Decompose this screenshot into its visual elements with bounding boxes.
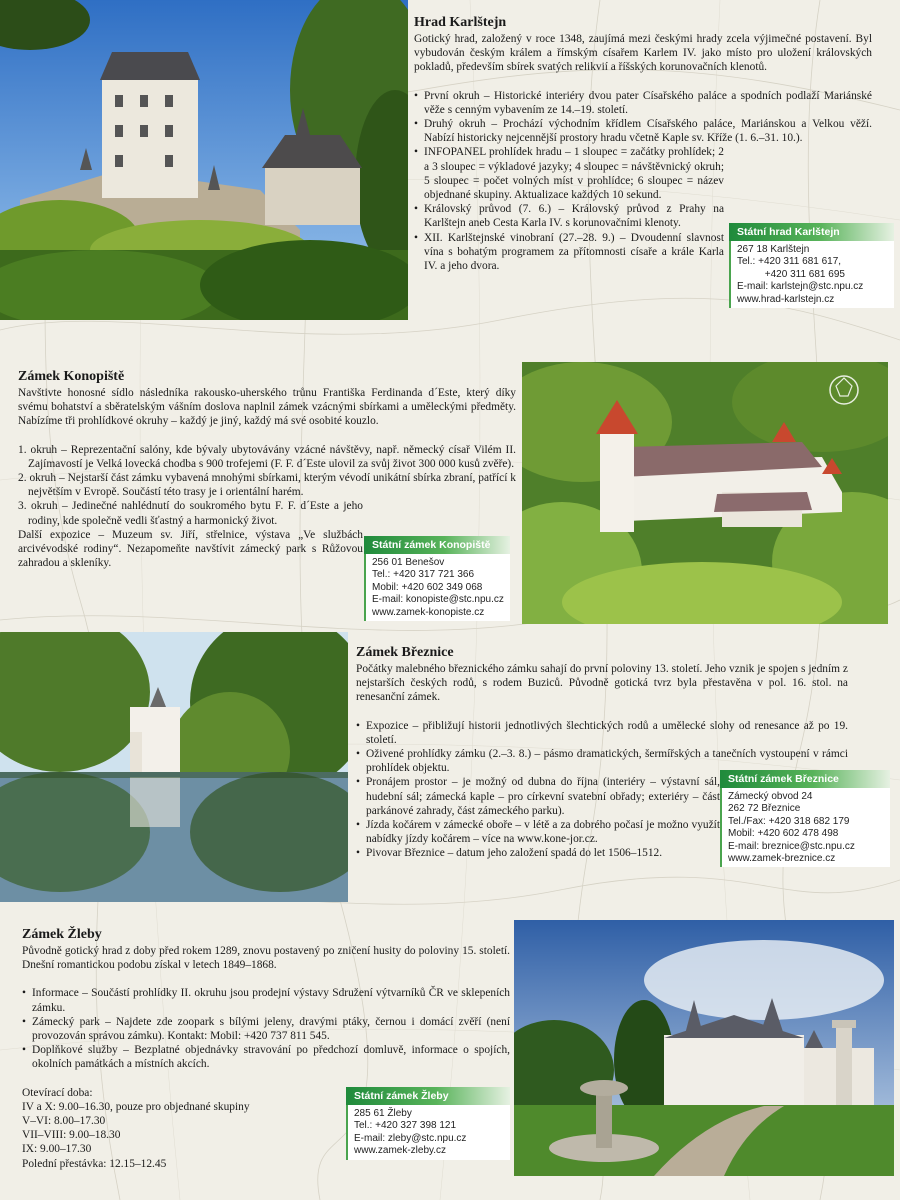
karlstejn-photo: [0, 0, 408, 320]
contact-web-link[interactable]: www.zamek-zleby.cz: [354, 1145, 447, 1157]
opening-hours-line: VII–VIII: 9.00–18.30: [22, 1129, 121, 1142]
contact-line: 267 18 Karlštejn: [737, 244, 810, 255]
list-item: • Expozice – přibližují historii jednotlivých šlechtických rodů a umělecké slohy od renesance až po 19. století.: [356, 719, 848, 747]
list-item: • XII. Karlštejnské vinobraní (27.–28. 9.) – Dvoudenní slavnost vína s bohatým programem za přítomnosti císaře a krále Karla IV. a jeho dvora.: [414, 231, 724, 274]
zleby-title: Zámek Žleby: [22, 927, 102, 942]
zleby-contact: [346, 1087, 510, 1160]
list-item: • Druhý okruh – Prochází východním křídlem Císařského paláce, Mariánskou a Velkou věží. Nabízí historicky nejcennější prostory hradu včetně Kaple sv. Kříže (1. 6.–31. 10.).: [414, 117, 872, 145]
konopiste-extra: Další expozice – Muzeum sv. Jiří, střelnice, výstava „Ve službách arcivévodské rodiny“. Nezapomeňte navštívit zámecký park s Růžovou zahradou a skleníky.: [18, 528, 363, 570]
list-item: • INFOPANEL prohlídek hradu – 1 sloupec = začátky prohlídek; 2 a 3 sloupec = výkladové jazyky; 4 sloupec = návštěvnický okruh; 5 sloupec = počet volných míst v prohlídce; 6 sloupec = název objednané skupiny. Aktualizace každých 10 sekund.: [414, 145, 724, 202]
breznice-title: Zámek Březnice: [356, 645, 454, 660]
list-item: • Informace – Součástí prohlídky II. okruhu jsou prodejní výstavy Sdružení výtvarníků ČR ve sklepeních zámku.: [22, 986, 510, 1014]
opening-hours-line: IX: 9.00–17.30: [22, 1143, 92, 1156]
konopiste-contact: [364, 536, 510, 621]
contact-line: Tel./Fax: +420 318 682 179: [728, 815, 850, 827]
konopiste-tours: [18, 443, 516, 528]
konopiste-title: Zámek Konopiště: [18, 369, 125, 384]
opening-hours-title: Otevírací doba:: [22, 1086, 93, 1099]
contact-line: 262 72 Březnice: [728, 803, 801, 815]
contact-email-link[interactable]: E-mail: zleby@stc.npu.cz: [354, 1132, 467, 1144]
contact-line: 256 01 Benešov: [372, 557, 445, 568]
list-item: • Pivovar Březnice – datum jeho založení spadá do let 1506–1512.: [356, 846, 720, 860]
opening-hours-line: V–VI: 8.00–17.30: [22, 1115, 106, 1128]
zleby-intro: Původně gotický hrad z doby před rokem 1289, znovu postavený po zničení husity do poloviny 15. století. Dnešní romantickou podobu získal v letech 1849–1868.: [22, 945, 510, 972]
breznice-intro: Počátky malebného březnického zámku sahají do první poloviny 13. století. Jeho vznik je spojen s jedním z nejstarších českých rodů, s rodem Buziců. Původně gotická tvrz byla přestavěna v pol. 16. stol. na renesanční zámek.: [356, 663, 848, 704]
contact-line: Mobil: +420 602 349 068: [372, 581, 483, 593]
list-item: 2. okruh – Nejstarší část zámku vybavená mnohými sbírkami, kterým vévodí unikátní sbírka zbraní, patřící k největším v Evropě. Součástí této trasy je i orientální harém.: [18, 472, 516, 499]
zleby-photo: [514, 920, 894, 1176]
contact-line: +420 311 681 695: [737, 268, 845, 280]
list-item: • Pronájem prostor – je možný od dubna do října (interiéry – výstavní sál, hudební sál; zámecká kaple – pro církevní svatební obřady; exteriéry – část parkánové zahrady, část zámeckého parku).: [356, 775, 720, 818]
breznice-photo: [0, 632, 348, 902]
contact-line: Tel.: +420 317 721 366: [372, 569, 475, 581]
zleby-bullets: [22, 986, 510, 1071]
konopiste-intro: Navštivte honosné sídlo následníka rakousko-uherského trůnu Františka Ferdinanda d´Este, který díky svému bohatství a sběratelským vášním doslova naplnil zámek vzácnými sbírkami a uměleckými předměty. Nabízíme tři prohlídkové okruhy – každý je jiný, každý má své osobité kouzlo.: [18, 387, 516, 428]
contact-email-link[interactable]: E-mail: breznice@stc.npu.cz: [728, 840, 855, 852]
contact-line: 285 61 Žleby: [354, 1108, 412, 1119]
karlstejn-contact: [729, 223, 894, 308]
karlstejn-intro: Gotický hrad, založený v roce 1348, zaujímá mezi českými hrady zcela výjimečné postavení. Byl vybudován českým králem a římským císařem Karlem IV. jako místo pro uložení královských pokladů, především sbírek svatých relikvií a říšských korunovačních klenotů.: [414, 33, 872, 74]
contact-title: Státní zámek Konopiště: [364, 536, 510, 554]
list-item: • Zámecký park – Najdete zde zoopark s bílými jeleny, dravými ptáky, černou i domácí zvěří (není provozován správou zámku). Kontakt: Mobil: +420 737 811 545.: [22, 1015, 510, 1043]
contact-title: Státní zámek Žleby: [346, 1087, 510, 1105]
breznice-contact: [720, 770, 890, 867]
list-item: • Královský průvod (7. 6.) – Královský průvod z Prahy na Karlštejn aneb Cesta Karla IV. s korunovačními klenoty.: [414, 202, 724, 230]
contact-email-link[interactable]: E-mail: konopiste@stc.npu.cz: [372, 594, 504, 606]
contact-line: Zámecký obvod 24: [728, 791, 813, 802]
opening-hours-line: IV a X: 9.00–16.30, pouze pro objednané skupiny: [22, 1100, 250, 1113]
contact-title: Státní zámek Březnice: [720, 770, 890, 788]
contact-line: Mobil: +420 602 478 498: [728, 828, 839, 840]
list-item: 3. okruh – Jedinečné nahlédnutí do soukromého bytu F. F. d´Este a jeho rodiny, kde společně vedli šťastný a harmonický život.: [18, 500, 363, 527]
konopiste-photo: [522, 362, 888, 624]
list-item: • Doplňkové služby – Bezplatné objednávky stravování po předchozí domluvě, informace o spojích, okolních památkách a místních akcích.: [22, 1043, 510, 1071]
contact-line: Tel.: +420 327 398 121: [354, 1120, 457, 1132]
contact-web-link[interactable]: www.zamek-breznice.cz: [728, 853, 836, 865]
opening-hours-line: Polední přestávka: 12.15–12.45: [22, 1157, 167, 1170]
contact-title: Státní hrad Karlštejn: [729, 223, 894, 241]
list-item: • První okruh – Historické interiéry dvou pater Císařského paláce a spodních podlaží Mariánské věže s cenným vybavením ze 14.–19. století.: [414, 89, 872, 117]
list-item: • Oživené prohlídky zámku (2.–3. 8.) – pásmo dramatických, šermířských a tanečních vystoupení v rámci prohlídek objektu.: [356, 747, 848, 775]
contact-web-link[interactable]: www.zamek-konopiste.cz: [372, 606, 485, 618]
list-item: 1. okruh – Reprezentační salóny, kde bývaly ubytovávány vzácné návštěvy, např. německý císař Vilém II. Zajímavostí je Velká lovecká chodba s 900 trofejemi (F. F. d´Este ulovil za svůj život 300 000 kusů zvěře).: [18, 443, 516, 470]
contact-line: Tel.: +420 311 681 617,: [737, 256, 842, 268]
contact-web-link[interactable]: www.hrad-karlstejn.cz: [737, 293, 835, 305]
karlstejn-title: Hrad Karlštejn: [414, 15, 507, 30]
list-item: • Jízda kočárem v zámecké oboře – v létě a za dobrého počasí je možno využít nabídky jízdy kočárem – více na www.kone-jor.cz.: [356, 818, 720, 846]
contact-email-link[interactable]: E-mail: karlstejn@stc.npu.cz: [737, 281, 864, 293]
